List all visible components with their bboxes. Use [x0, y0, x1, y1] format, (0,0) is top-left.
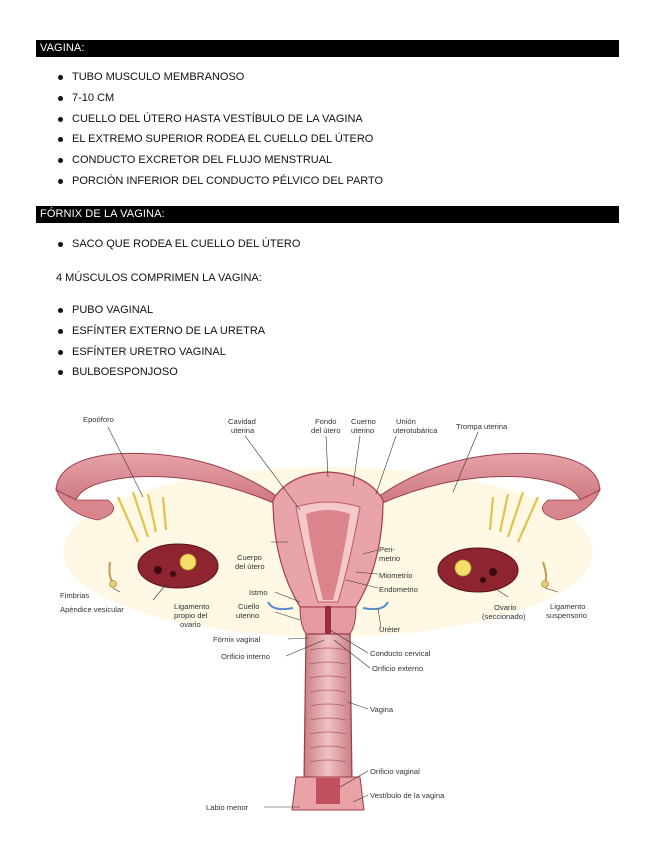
label-ligamento-propio-3: ovario [180, 620, 201, 629]
list-item-text: PORCIÓN INFERIOR DEL CONDUCTO PÉLVICO DEL PARTO [72, 174, 384, 187]
label-ovario-2: (seccionado) [482, 612, 526, 621]
list-item [56, 171, 383, 192]
label-conducto-cervical: Conducto cervical [370, 649, 431, 658]
left-ovary-follicle [180, 554, 196, 570]
label-ligamento-propio-1: Ligamento [174, 602, 210, 611]
label-endometrio: Endometrio [379, 585, 418, 594]
label-cuerpo-del-utero: del útero [235, 562, 265, 571]
label-del-utero: del útero [311, 426, 341, 435]
right-ovary [438, 548, 518, 592]
bullet-icon [58, 117, 63, 122]
bullet-icon [58, 242, 63, 247]
list-item-text: TUBO MUSCULO MEMBRANOSO [72, 71, 245, 83]
label-istmo: Istmo [249, 588, 268, 597]
label-trompa: Trompa uterina [456, 422, 508, 431]
list-item-text: EL EXTREMO SUPERIOR RODEA EL CUELLO DEL ÚTERO [72, 133, 374, 146]
label-union: Unión [396, 417, 416, 426]
label-orificio-externo: Orificio externo [372, 664, 424, 673]
label-fornix-vaginal: Fórnix vaginal [213, 635, 261, 644]
muscles-bullet-list [56, 300, 265, 383]
list-item-text: SACO QUE RODEA EL CUELLO DEL ÚTERO [72, 238, 301, 250]
bullet-icon [58, 96, 63, 101]
label-perimetrio-1: Peri- [379, 545, 396, 554]
left-fimbriae [56, 490, 114, 520]
label-labio-menor: Labio menor [206, 803, 249, 812]
right-ovary-spot [489, 568, 497, 576]
list-item [56, 150, 383, 171]
bullet-icon [58, 350, 63, 355]
left-ovary-spot [154, 566, 162, 574]
left-ovary [138, 544, 218, 588]
label-ureter: Uréter [379, 625, 401, 634]
bullet-icon [58, 179, 63, 184]
vaginal-orifice [316, 778, 340, 804]
right-appendix-vesicle [542, 581, 549, 588]
uterus-anatomy-diagram [38, 402, 618, 822]
label-cuerno: Cuerno [351, 417, 376, 426]
label-lig-susp-1: Ligamento [550, 602, 586, 611]
anatomy-illustration [38, 402, 618, 822]
label-miometrio: Miometrio [379, 571, 413, 580]
list-item [56, 129, 383, 150]
label-fondo: Fondo [315, 417, 337, 426]
label-cuello: Cuello [238, 602, 260, 611]
label-cuerpo: Cuerpo [237, 553, 262, 562]
list-item-text: CUELLO DEL ÚTERO HASTA VESTÍBULO DE LA VAGINA [72, 112, 363, 125]
label-vagina: Vagina [370, 705, 394, 714]
label-fimbrias: Fimbrias [60, 591, 90, 600]
label-ligamento-propio-2: propio del [174, 611, 208, 620]
label-cuello-uterino: uterino [236, 611, 260, 620]
right-fimbriae [542, 490, 600, 520]
list-item [56, 321, 265, 342]
list-item [56, 234, 300, 255]
section-header-fornix: FÓRNIX DE LA VAGINA: [36, 206, 619, 223]
label-uterino: uterino [351, 426, 375, 435]
list-item [56, 342, 265, 363]
list-item [56, 109, 383, 130]
fornix-bullet-list [56, 234, 300, 255]
bullet-icon [58, 158, 63, 163]
label-apendice: Apéndice vesicular [60, 605, 124, 614]
list-item-text: ESFÍNTER URETRO VAGINAL [72, 345, 226, 358]
list-item [56, 300, 265, 321]
label-cavidad: Cavidad [228, 417, 256, 426]
list-item [56, 362, 265, 383]
bullet-icon [58, 329, 63, 334]
list-item-text: CONDUCTO EXCRETOR DEL FLUJO MENSTRUAL [72, 154, 333, 167]
list-item-text: ESFÍNTER EXTERNO DE LA URETRA [72, 324, 266, 337]
label-orificio-interno: Orificio interno [221, 652, 270, 661]
vagina-bullet-list [56, 67, 383, 192]
bullet-icon [58, 75, 63, 80]
list-item-text: 7-10 CM [72, 91, 115, 104]
label-ovario-1: Ovario [494, 603, 517, 612]
right-ovary-spot [480, 577, 486, 583]
bullet-icon [58, 308, 63, 313]
bullet-icon [58, 370, 63, 375]
label-epooforo: Epoóforo [83, 415, 114, 424]
label-lig-susp-2: suspensorio [546, 611, 587, 620]
label-uterina: uterina [231, 426, 255, 435]
list-item [56, 67, 383, 88]
muscles-intro-text: 4 MÚSCULOS COMPRIMEN LA VAGINA: [56, 272, 262, 284]
left-ovary-spot [170, 571, 176, 577]
section-header-vagina: VAGINA: [36, 40, 619, 57]
label-perimetrio-2: metrio [379, 554, 401, 563]
label-orificio-vaginal: Orificio vaginal [370, 767, 420, 776]
appendix-vesicle [110, 581, 117, 588]
list-item-text: PUBO VAGINAL [72, 304, 154, 316]
label-vestibulo: Vestíbulo de la vagina [370, 791, 445, 800]
right-ovary-follicle [455, 560, 471, 576]
bullet-icon [58, 137, 63, 142]
list-item-text: BULBOESPONJOSO [72, 366, 178, 379]
label-uterotubarica: uterotubárica [393, 426, 438, 435]
list-item [56, 88, 383, 109]
